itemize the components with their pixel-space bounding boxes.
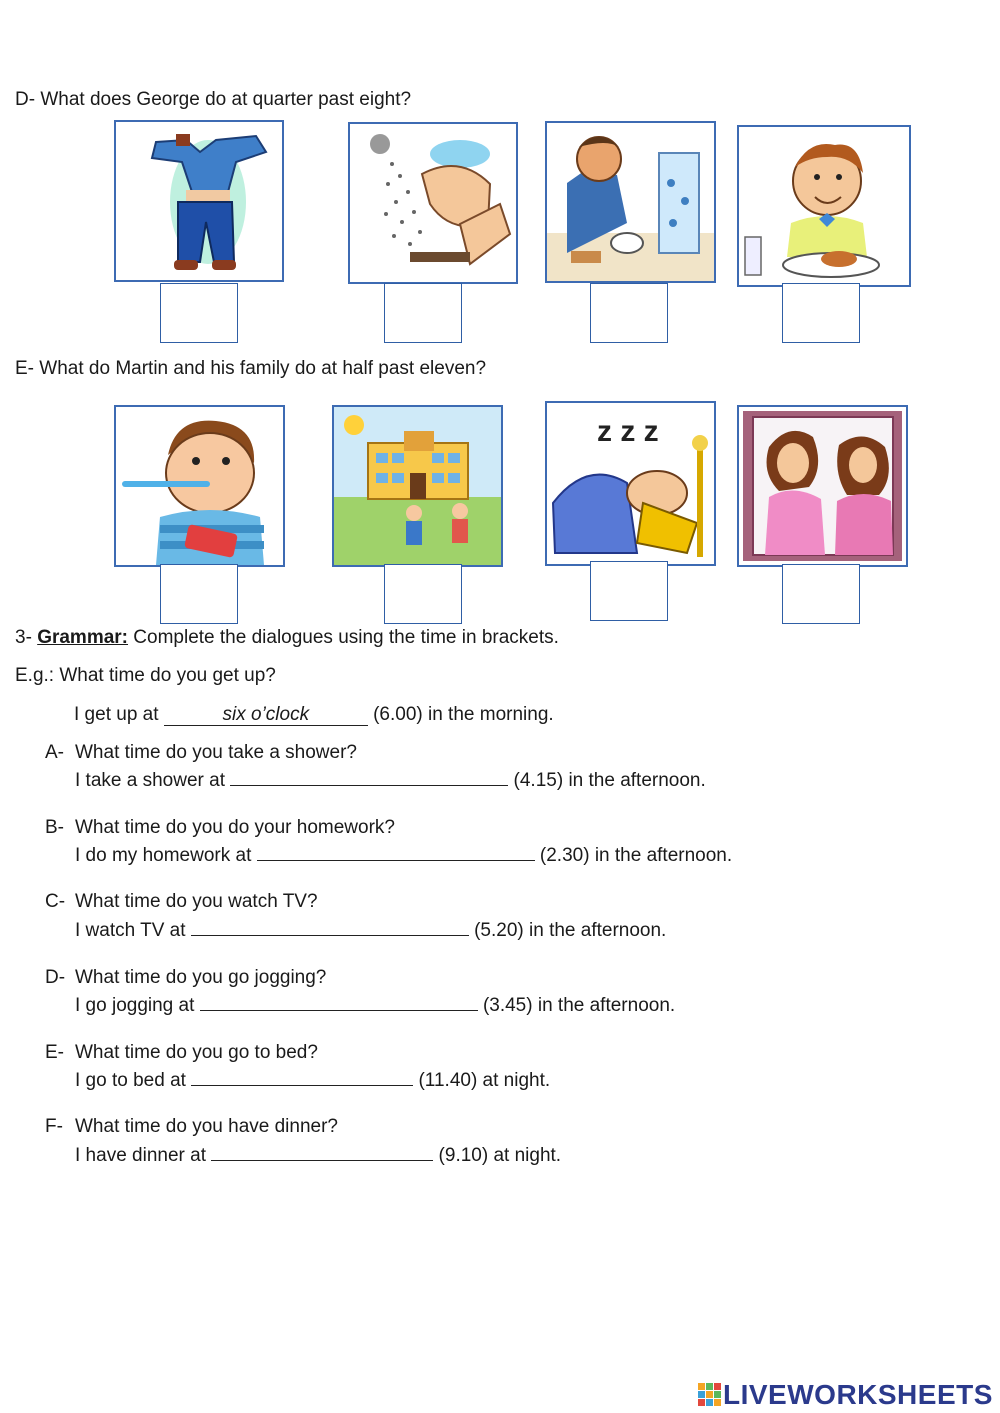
- item-prefix: I do my homework at: [75, 845, 252, 866]
- grammar-item-f-question: [45, 1116, 338, 1138]
- answer-blank-d[interactable]: [200, 992, 478, 1011]
- item-letter: F-: [45, 1116, 63, 1137]
- example-question: E.g.: What time do you get up?: [15, 665, 276, 686]
- item-letter: E-: [45, 1042, 64, 1063]
- grammar-item-f-answer: [75, 1142, 561, 1167]
- example-answer: six o’clock: [164, 705, 368, 726]
- grammar-item-d-question: [45, 967, 326, 989]
- item-prefix: I have dinner at: [75, 1145, 206, 1166]
- liveworksheets-logo-icon: [697, 1381, 723, 1409]
- grammar-item-b-answer: [75, 842, 732, 867]
- answer-blank-e[interactable]: [191, 1067, 413, 1086]
- section-d-question: D- What does George do at quarter past eight?: [15, 89, 412, 110]
- item-question: What time do you do your homework?: [75, 817, 395, 838]
- item-letter: A-: [45, 742, 64, 763]
- grammar-item-d-answer: [75, 992, 675, 1017]
- answer-blank-c[interactable]: [191, 917, 469, 936]
- item-prefix: I take a shower at: [75, 770, 225, 791]
- svg-text:z z z: z z z: [597, 415, 659, 448]
- item-question: What time do you take a shower?: [75, 742, 357, 763]
- example-answer-line: [74, 704, 554, 726]
- answer-box-d-3[interactable]: [590, 283, 668, 343]
- grammar-item-c-answer: [75, 917, 666, 942]
- item-question: What time do you watch TV?: [75, 891, 318, 912]
- combing-hair-icon: [737, 405, 908, 567]
- item-question: What time do you go jogging?: [75, 967, 327, 988]
- sleeping-icon: [545, 401, 716, 566]
- having-breakfast-icon: [545, 121, 716, 283]
- item-prefix: I watch TV at: [75, 920, 186, 941]
- item-suffix: (11.40) at night.: [418, 1070, 551, 1091]
- grammar-item-e-answer: [75, 1067, 550, 1092]
- logo-text: LIVEWORKSHEETS: [723, 1379, 993, 1410]
- answer-blank-b[interactable]: [257, 842, 535, 861]
- item-suffix: (9.10) at night.: [438, 1145, 562, 1166]
- getting-dressed-icon: [114, 120, 284, 282]
- item-letter: D-: [45, 967, 66, 988]
- grammar-item-a-answer: [75, 767, 706, 792]
- answer-box-e-1[interactable]: [160, 564, 238, 624]
- answer-box-d-4[interactable]: [782, 283, 860, 343]
- taking-shower-icon: [348, 122, 518, 284]
- example-suffix: (6.00) in the morning.: [373, 704, 554, 725]
- liveworksheets-logo[interactable]: [697, 1378, 993, 1412]
- section-e-question: E- What do Martin and his family do at half past eleven?: [15, 358, 487, 379]
- grammar-item-b-question: [45, 817, 395, 839]
- grammar-item-c-question: [45, 891, 318, 913]
- answer-box-d-2[interactable]: [384, 283, 462, 343]
- item-prefix: I go to bed at: [75, 1070, 186, 1091]
- grammar-instruction: Complete the dialogues using the time in brackets.: [133, 627, 559, 648]
- item-question: What time do you go to bed?: [75, 1042, 318, 1063]
- grammar-item-e-question: [45, 1042, 318, 1064]
- brushing-teeth-icon: [114, 405, 285, 567]
- item-prefix: I go jogging at: [75, 995, 195, 1016]
- item-letter: C-: [45, 891, 66, 912]
- example-prefix: I get up at: [74, 704, 159, 725]
- item-suffix: (2.30) in the afternoon.: [539, 845, 733, 866]
- going-to-school-icon: [332, 405, 503, 567]
- having-lunch-icon: [737, 125, 911, 287]
- grammar-label: Grammar:: [37, 627, 129, 648]
- item-question: What time do you have dinner?: [75, 1116, 338, 1137]
- answer-blank-a[interactable]: [230, 767, 508, 786]
- grammar-number: 3-: [15, 627, 32, 648]
- item-suffix: (5.20) in the afternoon.: [474, 920, 667, 941]
- answer-box-d-1[interactable]: [160, 283, 238, 343]
- grammar-heading: [15, 627, 559, 649]
- item-letter: B-: [45, 817, 64, 838]
- item-suffix: (3.45) in the afternoon.: [482, 995, 676, 1016]
- answer-box-e-4[interactable]: [782, 564, 860, 624]
- answer-blank-f[interactable]: [211, 1142, 433, 1161]
- item-suffix: (4.15) in the afternoon.: [513, 770, 706, 791]
- grammar-item-a-question: [45, 742, 357, 764]
- answer-box-e-2[interactable]: [384, 564, 462, 624]
- answer-box-e-3[interactable]: [590, 561, 668, 621]
